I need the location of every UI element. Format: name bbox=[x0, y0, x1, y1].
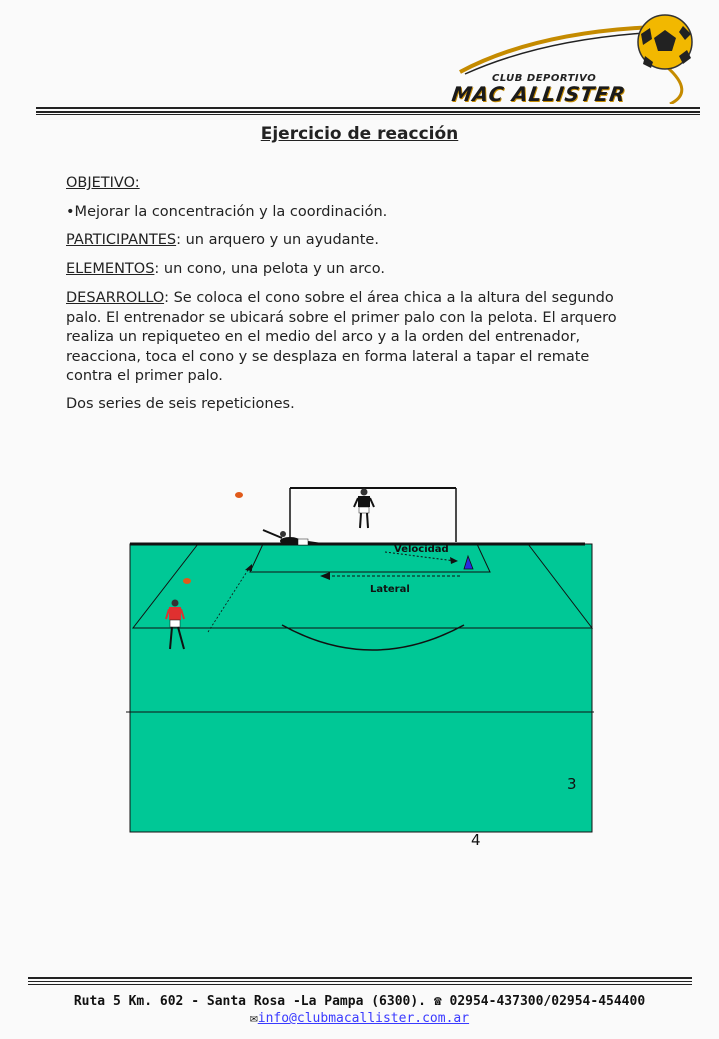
participantes-paragraph bbox=[66, 231, 626, 251]
phone-icon: ☎ bbox=[433, 994, 442, 1009]
objetivo-heading bbox=[66, 174, 626, 194]
envelope-icon: ✉ bbox=[249, 1011, 258, 1026]
desarrollo-paragraph bbox=[66, 289, 626, 387]
participantes-text: : un arquero y un ayudante. bbox=[176, 232, 379, 248]
figure-number-3: 3 bbox=[567, 775, 577, 793]
footer-address-line bbox=[0, 994, 719, 1009]
goalkeeper-figure bbox=[354, 489, 374, 529]
ball-icon bbox=[183, 578, 191, 584]
objetivo-label: OBJETIVO: bbox=[66, 175, 140, 191]
elementos-label: ELEMENTOS bbox=[66, 261, 155, 277]
footer-email-line bbox=[0, 1011, 719, 1026]
footer-phones: 02954-437300/02954-454400 bbox=[449, 994, 646, 1009]
footer-email-link[interactable]: info@clubmacallister.com.ar bbox=[257, 1011, 470, 1026]
participantes-label: PARTICIPANTES bbox=[66, 232, 177, 248]
logo-name-text: MAC ALLISTER bbox=[450, 82, 628, 106]
logo-club-text: CLUB DEPORTIVO bbox=[492, 73, 597, 84]
figure-number-4: 4 bbox=[471, 831, 481, 849]
label-lateral: Lateral bbox=[370, 584, 410, 595]
elementos-text: : un cono, una pelota y un arco. bbox=[154, 261, 385, 277]
footer-address: Ruta 5 Km. 602 - Santa Rosa -La Pampa (6300). bbox=[73, 994, 427, 1009]
exercise-diagram bbox=[0, 470, 719, 860]
desarrollo-text: : Se coloca el cono sobre el área chica a la altura del segundo palo. El entrenador se ubicará sobre el primer palo con la pelota. El arquero realiza un repiqueteo en el medio del arco y a la orden del entrenador, reacciona, toca el cono y se desplaza en forma lateral a tapar el remate contra el primer palo. bbox=[66, 290, 617, 384]
objetivo-bullet: •Mejorar la concentración y la coordinación. bbox=[66, 204, 388, 220]
goal bbox=[290, 488, 456, 542]
series-text: Dos series de seis repeticiones. bbox=[66, 396, 295, 412]
elementos-paragraph bbox=[66, 260, 626, 280]
ball-icon bbox=[235, 492, 243, 498]
page-title: Ejercicio de reacción bbox=[260, 124, 459, 144]
footer-rule bbox=[28, 977, 692, 985]
header-rule bbox=[36, 107, 700, 115]
desarrollo-label: DESARROLLO bbox=[66, 290, 165, 306]
pitch bbox=[130, 544, 592, 832]
label-velocidad: Velocidad bbox=[394, 544, 449, 555]
